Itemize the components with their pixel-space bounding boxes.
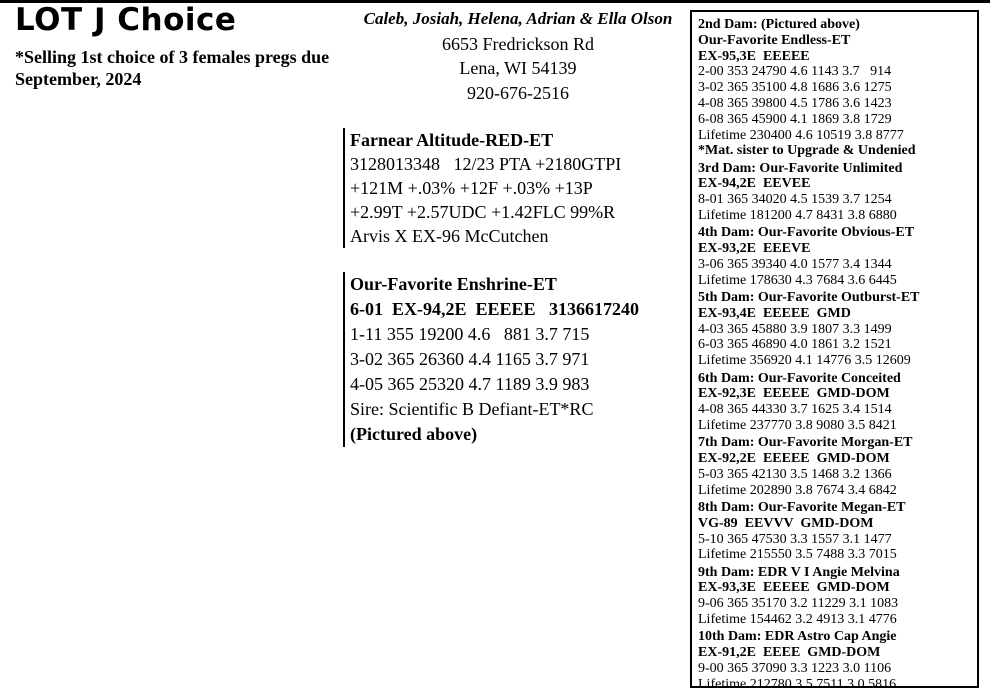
- owner-names: Caleb, Josiah, Helena, Adrian & Ella Olson: [363, 9, 673, 28]
- pedigree-dam-classification: EX-95,3E EEEEE: [698, 48, 810, 64]
- pedigree-dam-lifetime: Lifetime 237770 3.8 9080 3.5 8421: [698, 417, 897, 433]
- pedigree-dam-lifetime: Lifetime 181200 4.7 8431 3.8 6880: [698, 208, 897, 224]
- dam-sire: Sire: Scientific B Defiant-ET*RC: [350, 399, 594, 419]
- owner-address: 6653 Fredrickson Rd: [442, 33, 594, 54]
- pedigree-dam-record: 6-08 365 45900 4.1 1869 3.8 1729: [698, 111, 892, 127]
- pedigree-dam-heading: 9th Dam: EDR V I Angie Melvina: [698, 564, 900, 580]
- pedigree-dam-classification: EX-92,3E EEEEE GMD-DOM: [698, 386, 890, 402]
- owner-city: Lena, WI 54139: [459, 58, 577, 78]
- pedigree-dam-lifetime: Lifetime 178630 4.3 7684 3.6 6445: [698, 272, 897, 288]
- pedigree-dam-heading: 3rd Dam: Our-Favorite Unlimited: [698, 160, 903, 176]
- sire-name: Farnear Altitude-RED-ET: [350, 130, 554, 150]
- pedigree-dam-record: 4-08 365 44330 3.7 1625 3.4 1514: [698, 402, 892, 418]
- pedigree-dam-record: 5-10 365 47530 3.3 1557 3.1 1477: [698, 531, 892, 547]
- pedigree-dam-record: 4-03 365 45880 3.9 1807 3.3 1499: [698, 321, 892, 337]
- pedigree-dam-record: 4-08 365 39800 4.5 1786 3.6 1423: [698, 95, 892, 111]
- pedigree-dam-heading: 7th Dam: Our-Favorite Morgan-ET: [698, 435, 913, 451]
- pedigree-dam-name: Our-Favorite Endless-ET: [698, 32, 851, 48]
- pedigree-dam-entry: [698, 500, 977, 563]
- pedigree-dam-note: *Mat. sister to Upgrade & Undenied: [698, 143, 916, 159]
- pedigree-dam-lifetime: Lifetime 215550 3.5 7488 3.3 7015: [698, 547, 897, 563]
- pedigree-dam-classification: EX-91,2E EEEE GMD-DOM: [698, 645, 881, 661]
- pedigree-dam-entry: [698, 225, 977, 288]
- selling-note: *Selling 1st choice of 3 females pregs due September, 2024: [15, 47, 330, 89]
- pedigree-dam-lifetime: Lifetime 356920 4.1 14776 3.5 12609: [698, 353, 911, 369]
- pedigree-dam-heading: 4th Dam: Our-Favorite Obvious-ET: [698, 225, 915, 241]
- owner-block: [348, 7, 688, 105]
- pedigree-box: [690, 10, 979, 692]
- sire-line: +121M +.03% +12F +.03% +13P: [350, 178, 593, 198]
- pedigree-dam-record: 2-00 353 24790 4.6 1143 3.7 914: [698, 64, 892, 80]
- dam-block: [343, 272, 690, 447]
- pedigree-dam-entry: [698, 565, 977, 628]
- sire-block: [343, 128, 690, 248]
- pedigree-dam-heading: 8th Dam: Our-Favorite Megan-ET: [698, 499, 906, 515]
- dam-classification: 6-01 EX-94,2E EEEEE 3136617240: [350, 299, 640, 319]
- pedigree-dam-record: 9-06 365 35170 3.2 11229 3.1 1083: [698, 596, 899, 612]
- pedigree-dam-record: 3-02 365 35100 4.8 1686 3.6 1275: [698, 80, 892, 96]
- pedigree-dam-heading: 2nd Dam: (Pictured above): [698, 17, 860, 32]
- owner-phone: 920-676-2516: [467, 82, 569, 103]
- pedigree-dam-classification: EX-93,2E EEEVE: [698, 241, 811, 257]
- pedigree-dam-record: 8-01 365 34020 4.5 1539 3.7 1254: [698, 192, 892, 208]
- pedigree-dam-entry: [698, 435, 977, 498]
- dam-pictured: (Pictured above): [350, 424, 478, 444]
- pedigree-dam-record: 6-03 365 46890 4.0 1861 3.2 1521: [698, 337, 892, 353]
- lot-title: LOT J Choice: [15, 2, 237, 38]
- dam-record: 3-02 365 26360 4.4 1165 3.7 971: [350, 349, 590, 369]
- pedigree-list: [692, 12, 977, 692]
- pedigree-dam-entry: [698, 371, 977, 434]
- pedigree-dam-lifetime: Lifetime 154462 3.2 4913 3.1 4776: [698, 611, 897, 627]
- pedigree-dam-classification: VG-89 EEVVV GMD-DOM: [698, 515, 874, 531]
- dam-name: Our-Favorite Enshrine-ET: [350, 274, 557, 294]
- pedigree-dam-heading: 5th Dam: Our-Favorite Outburst-ET: [698, 290, 920, 306]
- pedigree-dam-entry: [698, 629, 977, 692]
- pedigree-dam-record: 5-03 365 42130 3.5 1468 3.2 1366: [698, 466, 892, 482]
- pedigree-dam-entry: [698, 161, 977, 224]
- sire-line: Arvis X EX-96 McCutchen: [350, 226, 549, 246]
- pedigree-dam-entry: [698, 290, 977, 369]
- pedigree-dam-record: 9-00 365 37090 3.3 1223 3.0 1106: [698, 660, 892, 676]
- pedigree-dam-classification: EX-94,2E EEVEE: [698, 176, 811, 192]
- pedigree-dam-classification: EX-92,2E EEEEE GMD-DOM: [698, 451, 890, 467]
- pedigree-dam-entry: [698, 17, 977, 159]
- pedigree-dam-heading: 10th Dam: EDR Astro Cap Angie: [698, 629, 897, 645]
- pedigree-dam-lifetime: Lifetime 212780 3.5 7511 3.0 5816: [698, 676, 897, 692]
- sire-line: 3128013348 12/23 PTA +2180GTPI: [350, 154, 622, 174]
- pedigree-dam-lifetime: Lifetime 202890 3.8 7674 3.4 6842: [698, 482, 897, 498]
- dam-record: 1-11 355 19200 4.6 881 3.7 715: [350, 324, 590, 344]
- pedigree-dam-heading: 6th Dam: Our-Favorite Conceited: [698, 370, 901, 386]
- pedigree-dam-lifetime: Lifetime 230400 4.6 10519 3.8 8777: [698, 127, 904, 143]
- pedigree-dam-record: 3-06 365 39340 4.0 1577 3.4 1344: [698, 256, 892, 272]
- pedigree-dam-classification: EX-93,4E EEEEE GMD: [698, 305, 851, 321]
- pedigree-dam-classification: EX-93,3E EEEEE GMD-DOM: [698, 580, 890, 596]
- dam-record: 4-05 365 25320 4.7 1189 3.9 983: [350, 374, 590, 394]
- sire-line: +2.99T +2.57UDC +1.42FLC 99%R: [350, 202, 616, 222]
